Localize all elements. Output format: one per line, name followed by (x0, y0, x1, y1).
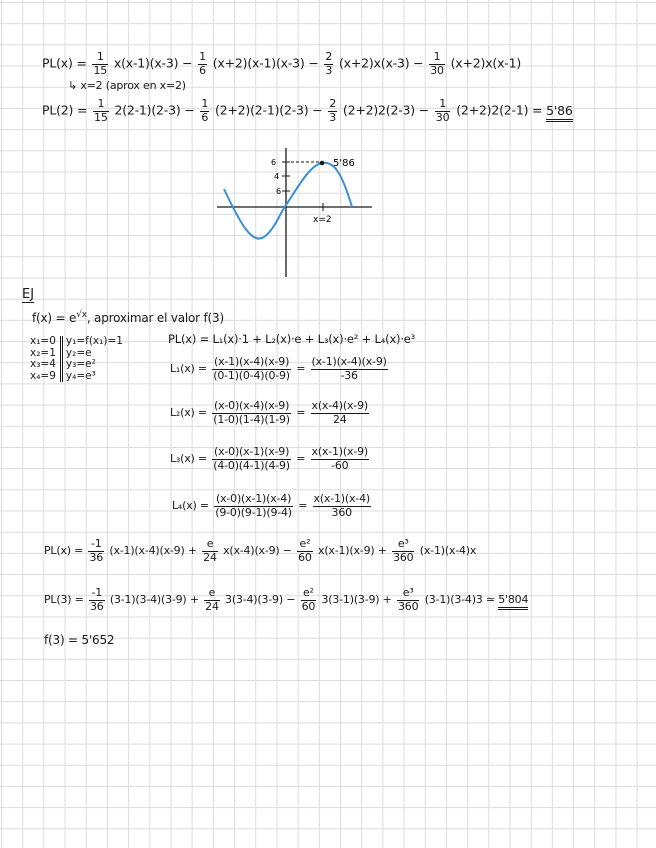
result-value: 5'86 (546, 103, 573, 122)
f3-value: f(3) = 5'652 (44, 633, 115, 647)
peak-point (320, 161, 325, 166)
x-label: x=2 (313, 215, 332, 225)
l3-formula: L₃(x) = $\frac{(x-0)(x-1)(x-9)}{(4-0)(4-1)(4-9)}$ = $\frac{x(x-1)(x-9)}{-60}$ (170, 445, 368, 472)
term-expression: (x+2)x(x-1) (450, 55, 522, 71)
peak-label: 5'86 (333, 158, 355, 169)
problem-statement: $f(x) = e^{√x}$, aproximar el valor f(3) (32, 310, 224, 325)
pl-3-evaluation: PL(3) = $\frac{-1}{36}$ (3-1)(3-4)(3-9) + $\frac{e}{24}$ 3(3-4)(3-9) − $\frac{\text{e²}}{60}$ 3(3-1)(3-9) + $\frac{\text{e³}}{360}$ (3-1)(3-4)3 ≃ 5'804 (44, 586, 529, 613)
term-expression: 2(2-1)(2-3) (114, 102, 181, 118)
term-expression: x(x-1)(x-3) (113, 55, 179, 71)
ej-heading: EJ (22, 287, 35, 302)
fraction: $\frac{2}{3}$ (329, 97, 337, 124)
y-tick-label: 6 (276, 187, 282, 196)
pl-label: PL(2) = (42, 102, 88, 118)
result-value: 5'804 (498, 593, 528, 610)
operator: − (312, 102, 323, 118)
pl-definition: PL(x) = L₁(x)·1 + L₂(x)·e + L₃(x)·e² + L₄(x)·e³ (168, 332, 416, 346)
term-expression: (2+2)2(2-1) (456, 102, 529, 118)
l4-formula: L₄(x) = $\frac{(x-0)(x-1)(x-4)}{(9-0)(9-1)(9-4)}$ = $\frac{x(x-1)(x-4)}{360}$ (172, 492, 370, 519)
operator: − (308, 55, 319, 71)
term-expression: (2+2)(2-1)(2-3) (214, 102, 309, 118)
pl-x-expanded: PL(x) = $\frac{-1}{36}$ (x-1)(x-4)(x-9) + $\frac{e}{24}$ x(x-4)(x-9) − $\frac{\text{e²}}{60}$ x(x-1)(x-9) + $\frac{\text{e³}}{360}$ (x-1)(x-4)x (44, 537, 477, 564)
sketch-graph (212, 145, 392, 280)
y-tick-label: 4 (274, 172, 280, 181)
y-column: y₁=f(x₁)=1 y₂=e y₃=e² y₄=e³ (65, 335, 123, 382)
l1-formula: L₁(x) = $\frac{(x-1)(x-4)(x-9)}{(0-1)(0-4)(0-9)}$ = $\frac{(x-1)(x-4)(x-9)}{-36}$ (170, 355, 387, 382)
operator: − (418, 102, 430, 118)
fraction: $\frac{1}{15}$ (93, 50, 108, 77)
fraction: $\frac{1}{30}$ (430, 50, 444, 77)
term-expression: (x+2)(x-1)(x-3) (212, 55, 305, 71)
curve (224, 163, 352, 239)
operator: − (182, 55, 193, 71)
x-column: x₁=0 x₂=1 x₃=4 x₄=9 (30, 336, 63, 382)
formula-pl-x (42, 51, 521, 77)
nodes-table (30, 336, 123, 382)
operator: = (532, 102, 543, 118)
term-expression: (x+2)x(x-3) (339, 55, 410, 71)
term-expression: (2+2)2(2-3) (342, 102, 415, 118)
operator: − (413, 55, 424, 71)
fraction: $\frac{1}{30}$ (435, 97, 450, 124)
note-aprox: ↳ x=2 (aprox en x=2) (68, 79, 186, 92)
formula-pl-2 (42, 98, 573, 124)
l2-formula: L₂(x) = $\frac{(x-0)(x-4)(x-9)}{(1-0)(1-4)(1-9)}$ = $\frac{x(x-4)(x-9)}{24}$ (170, 399, 368, 426)
operator: − (184, 102, 195, 118)
fraction: $\frac{1}{15}$ (94, 97, 108, 124)
y-tick-label: 6 (271, 158, 277, 167)
fraction: $\frac{2}{3}$ (325, 50, 333, 77)
pl-label: PL(x) = (42, 55, 87, 71)
fraction: $\frac{1}{6}$ (199, 50, 206, 77)
fraction: $\frac{1}{6}$ (201, 97, 209, 124)
